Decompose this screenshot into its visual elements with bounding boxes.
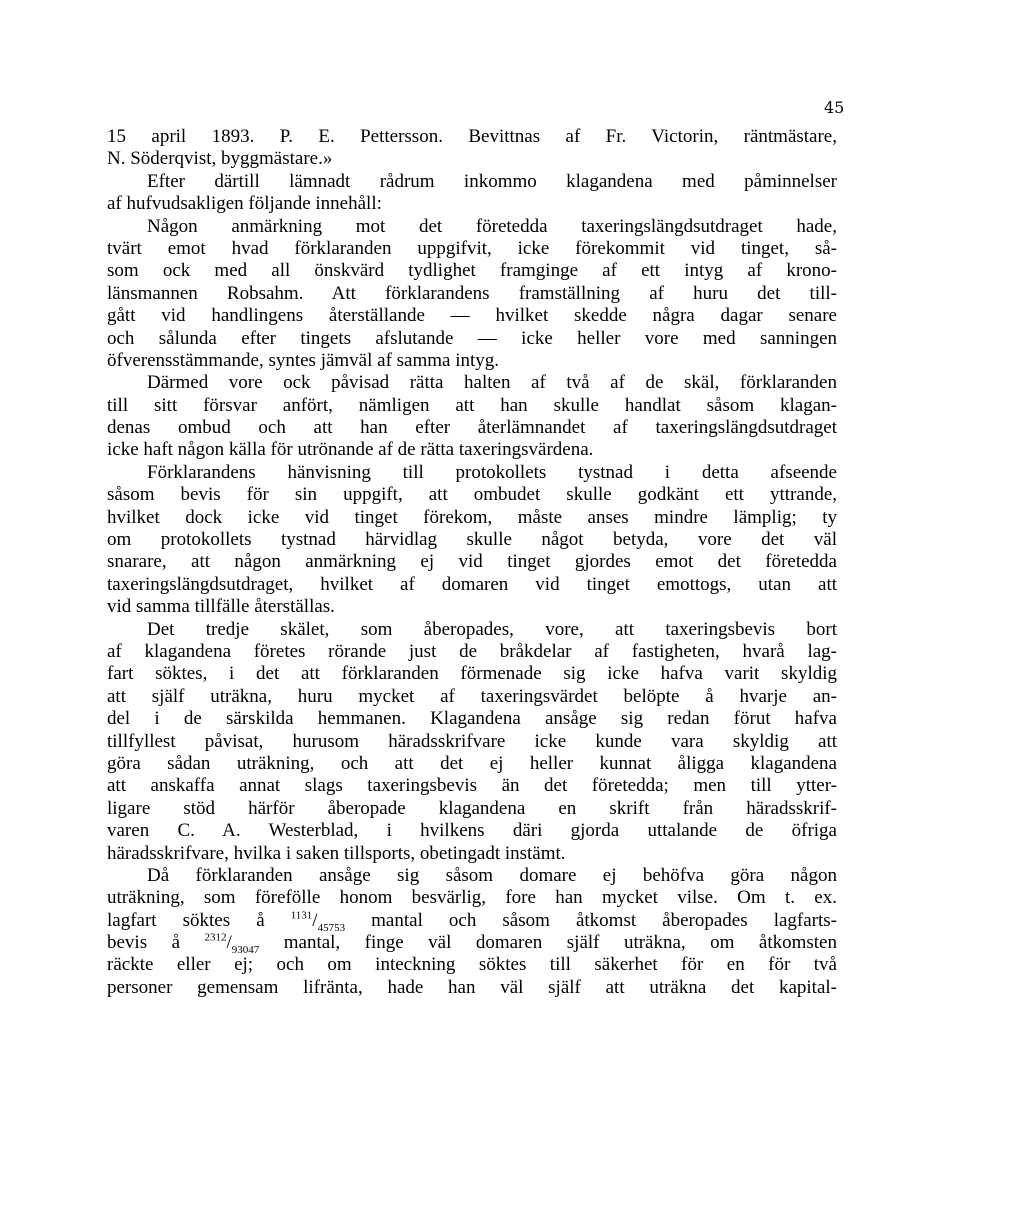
text-line: göra sådan uträkning, och att det ej heller kunnat åligga klagandena (107, 752, 837, 774)
text-line: fart söktes, i det att förklaranden förmenade sig icke hafva varit skyldig (107, 663, 837, 685)
text-line: N. Söderqvist, byggmästare.» (107, 148, 333, 170)
text-line: snarare, att någon anmärkning ej vid tinget gjordes emot det företedda (107, 551, 837, 573)
text-line: om protokollets tystnad härvidlag skulle något betyda, vore det väl (107, 529, 837, 551)
fraction-slash: / (226, 932, 232, 954)
text-line: att anskaffa annat slags taxeringsbevis än det företedda; men till ytter- (107, 775, 837, 797)
text-line: hvilket dock icke vid tinget förekom, måste anses mindre lämplig; ty (107, 506, 837, 528)
text-line: Därmed vore ock påvisad rätta halten af två af de skäl, förklaranden (147, 372, 837, 394)
text-line: denas ombud och att han efter återlämnandet af taxeringslängdsutdraget (107, 417, 837, 439)
text-line: tvärt emot hvad förklaranden uppgifvit, icke förekommit vid tinget, så- (107, 237, 837, 259)
text-line: öfverensstämmande, syntes jämväl af samma intyg. (107, 349, 500, 371)
fraction-line-text-after: mantal och såsom åtkomst åberopades lagfarts- (345, 909, 837, 931)
fraction-numerator: 1131 (290, 909, 313, 922)
text-line: tillfyllest påvisat, hurusom häradsskrifvare icke kunde vara skyldig att (107, 730, 837, 752)
fraction-denominator: 93047 (231, 943, 260, 956)
text-line: varen C. A. Westerblad, i hvilkens däri gjorda uttalande de öfriga (107, 820, 837, 842)
text-line: Det tredje skälet, som åberopades, vore, att taxeringsbevis bort (147, 618, 837, 640)
text-line: vid samma tillfälle återställas. (107, 596, 335, 618)
text-line: Någon anmärkning mot det företedda taxeringslängdsutdraget hade, (147, 215, 837, 237)
fraction-line-text-before: lagfart söktes å (107, 909, 291, 931)
body-text (107, 126, 837, 999)
text-line: till sitt försvar anfört, nämligen att han skulle handlat såsom klagan- (107, 394, 837, 416)
text-line: taxeringslängdsutdraget, hvilket af domaren vid tinget emottogs, utan att (107, 573, 837, 595)
text-line-with-fraction (107, 910, 837, 932)
text-line: räckte eller ej; och om inteckning söktes till säkerhet för en för två (107, 954, 837, 976)
text-line: personer gemensam lifränta, hade han väl själf att uträkna det kapital- (107, 976, 837, 998)
text-line: Då förklaranden ansåge sig såsom domare ej behöfva göra någon (147, 864, 837, 886)
text-line: uträkning, som föreföllе honom besvärlig, fore han mycket vilse. Om t. ex. (107, 887, 837, 909)
text-line-with-fraction (107, 932, 837, 954)
text-line: del i de särskilda hemmanen. Klagandena ansåge sig redan förut hafva (107, 708, 837, 730)
text-line: såsom bevis för sin uppgift, att ombudet skulle godkänt ett yttrande, (107, 484, 837, 506)
text-line: länsmannen Robsahm. Att förklarandens framställning af huru det till- (107, 282, 837, 304)
fraction-line-text-before: bevis å (107, 932, 205, 954)
fraction-line-text-after: mantal, finge väl domaren själf uträkna, om åtkomsten (259, 932, 837, 954)
text-line: Förklarandens hänvisning till protokollets tystnad i detta afseende (147, 461, 837, 483)
text-line: gått vid handlingens återställande — hvilket skedde några dagar senare (107, 305, 837, 327)
fraction-slash: / (312, 909, 318, 931)
fraction-denominator: 45753 (317, 921, 346, 934)
text-line: icke haft någon källa för utrönande af de rätta taxeringsvärdena. (107, 439, 594, 461)
text-line: af klagandena företes rörande just de bråkdelar af fastigheten, hvarå lag- (107, 640, 837, 662)
text-line: af hufvudsakligen följande innehåll: (107, 193, 382, 215)
text-line: att själf uträkna, huru mycket af taxeringsvärdet belöpte å hvarje an- (107, 685, 837, 707)
text-line: 15 april 1893. P. E. Pettersson. Bevittnas af Fr. Victorin, räntmästare, (107, 126, 837, 147)
page-number: 45 (824, 98, 845, 117)
text-line: ligare stöd härför åberopade klagandena en skrift från häradsskrif- (107, 797, 837, 819)
text-line: Efter därtill lämnadt rådrum inkommo klagandena med påminnelser (147, 170, 837, 192)
text-line: och sålunda efter tingets afslutande — icke heller vore med sanningen (107, 327, 837, 349)
text-line: häradsskrifvare, hvilka i saken tillsports, obetingadt instämt. (107, 842, 566, 864)
text-line: som ock med all önskvärd tydlighet framginge af ett intyg af krono- (107, 260, 837, 282)
fraction-numerator: 2312 (204, 931, 227, 944)
